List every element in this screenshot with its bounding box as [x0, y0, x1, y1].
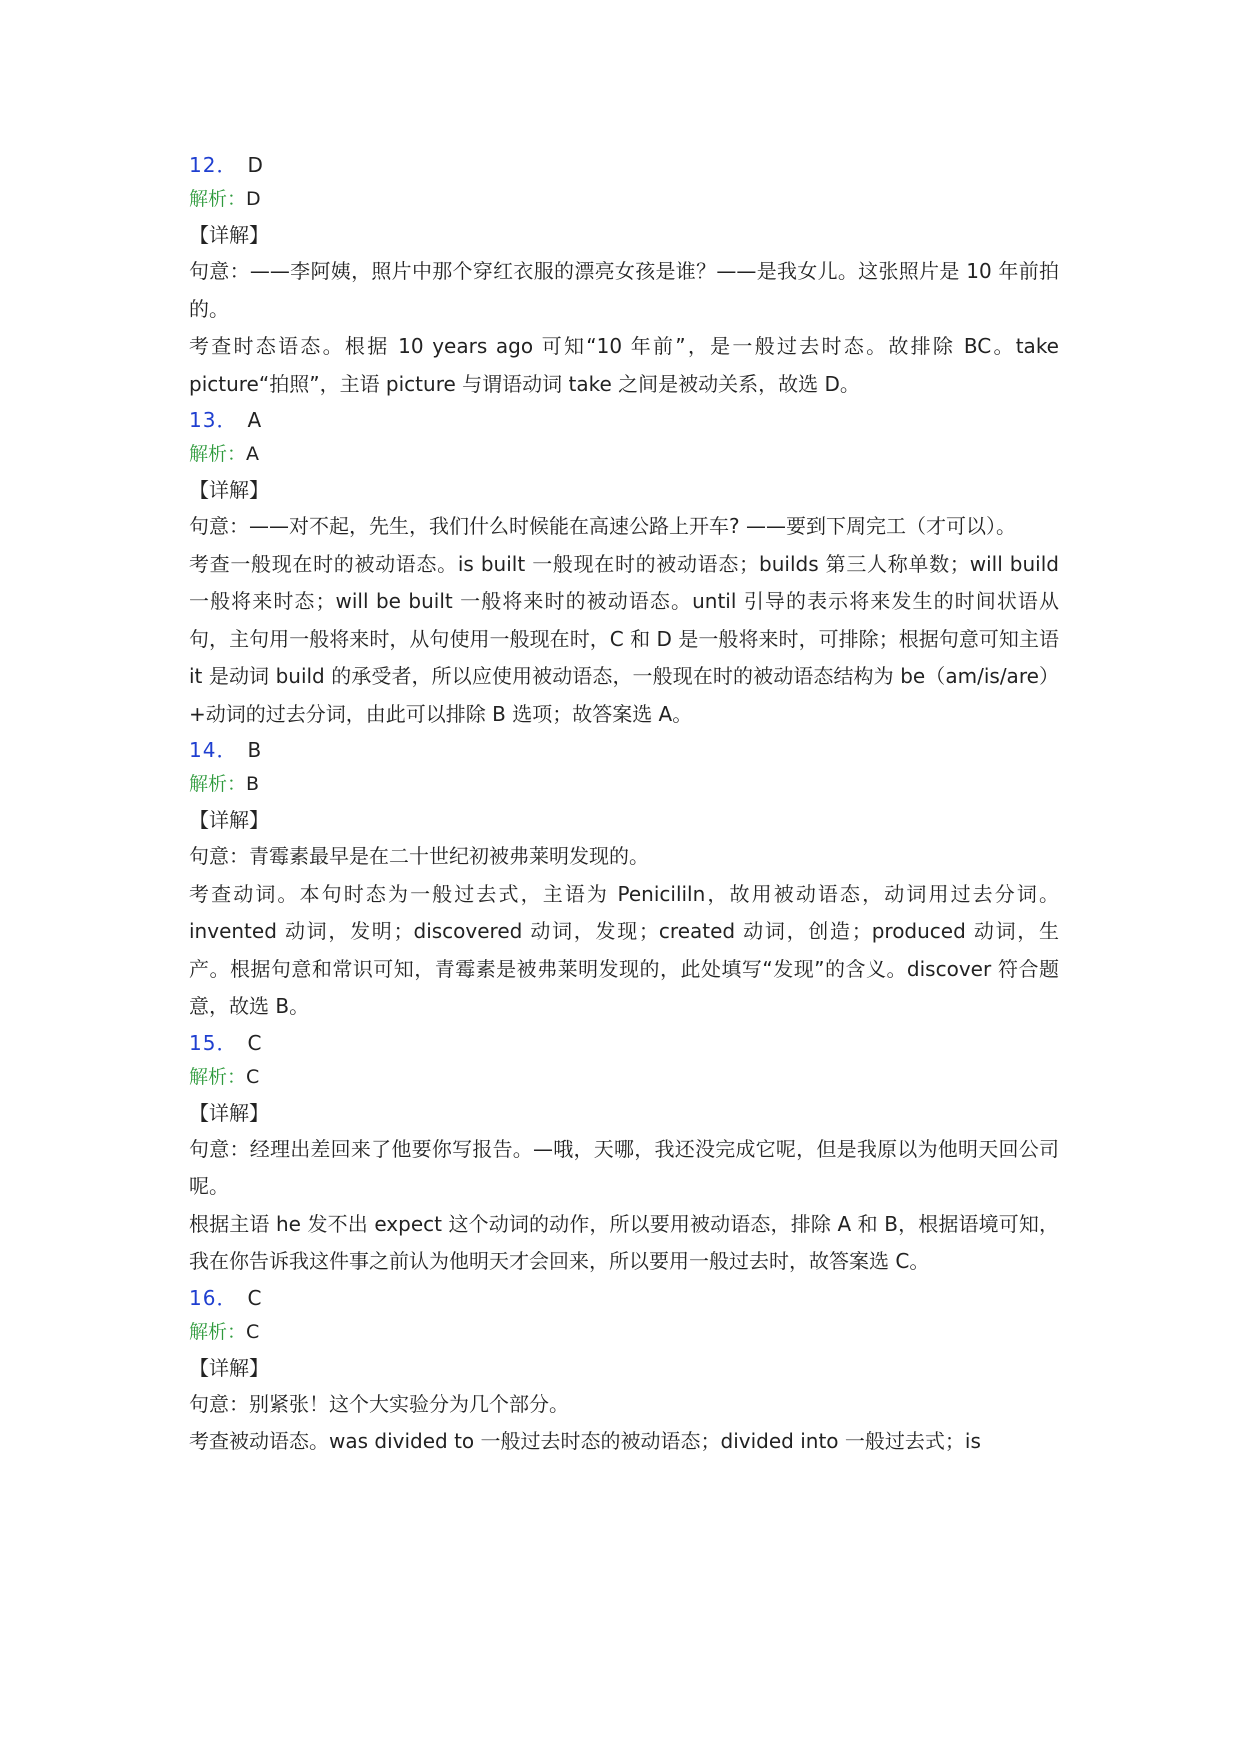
explanation: 考查时态语态。根据 10 years ago 可知“10 年前”，是一般过去时态。故排除 BC。take picture“拍照”，主语 picture 与谓语动词 take 之间是被动关系，故选 D。 — [189, 334, 1059, 396]
question-14 — [189, 733, 1059, 1026]
analysis-value: D — [246, 188, 261, 210]
analysis-value: A — [246, 443, 260, 465]
question-16 — [189, 1281, 1059, 1461]
analysis-value: C — [246, 1320, 260, 1343]
question-answer: B — [247, 738, 263, 762]
detail-heading: 【详解】 — [189, 1100, 269, 1125]
question-12 — [189, 148, 1059, 403]
analysis-line — [189, 182, 1059, 217]
analysis-line — [189, 767, 1059, 802]
sentence-meaning: 句意：——对不起，先生，我们什么时候能在高速公路上开车? ——要到下周完工（才可以）。 — [189, 514, 1016, 538]
analysis-value: C — [246, 1065, 260, 1088]
question-answer: C — [247, 1285, 263, 1310]
explanation: 考查一般现在时的被动语态。is built 一般现在时的被动语态；builds 第三人称单数；will build 一般将来时态；will be built 一般将来时的被动语态。until 引导的表示将来发生的时间状语从句，主句用一般将来时，从句使用一般现在时，C 和 D 是一般将来时，可排除；根据句意可知主语 it 是动词 build 的承受者，所以应使用被动语态，一般现在时的被动语态结构为 be（am/is/are）+动词的过去分词，由此可以排除 B 选项；故答案选 A。 — [189, 551, 1059, 726]
question-number: 14． B — [189, 738, 263, 762]
question-answer: C — [247, 1030, 263, 1055]
sentence-meaning: 句意：——李阿姨，照片中那个穿红衣服的漂亮女孩是谁？——是我女儿。这张照片是 10 年前拍的。 — [189, 259, 1059, 321]
analysis-line — [189, 1315, 1059, 1350]
question-13 — [189, 403, 1059, 733]
question-number: 16． C — [189, 1285, 263, 1310]
analysis-line — [189, 437, 1059, 472]
explanation: 根据主语 he 发不出 expect 这个动词的动作，所以要用被动语态，排除 A 和 B，根据语境可知，我在你告诉我这件事之前认为他明天才会回来，所以要用一般过去时，故答案选 C。 — [189, 1211, 1059, 1273]
detail-heading: 【详解】 — [189, 478, 269, 502]
analysis-label: 解析： — [189, 443, 247, 465]
explanation: 考查动词。本句时态为一般过去式，主语为 Penicililn，故用被动语态，动词用过去分词。invented 动词，发明；discovered 动词，发现；created 动词，创造；produced 动词，生产。根据句意和常识可知，青霉素是被弗莱明发现的，此处填写“发现”的含义。discover 符合题意，故选 B。 — [189, 881, 1059, 1018]
question-number: 15． C — [189, 1030, 263, 1055]
sentence-meaning: 句意：经理出差回来了他要你写报告。—哦，天哪，我还没完成它呢，但是我原以为他明天回公司呢。 — [189, 1136, 1059, 1198]
question-answer: D — [247, 153, 264, 177]
question-number: 13． A — [189, 408, 263, 432]
detail-heading: 【详解】 — [189, 223, 269, 247]
analysis-label: 解析： — [189, 1320, 247, 1343]
explanation: 考查被动语态。was divided to 一般过去时态的被动语态；divided into 一般过去式；is — [189, 1429, 981, 1453]
analysis-label: 解析： — [189, 188, 247, 210]
sentence-meaning: 句意：青霉素最早是在二十世纪初被弗莱明发现的。 — [189, 844, 649, 868]
analysis-label: 解析： — [189, 1065, 247, 1088]
answer-page — [189, 148, 1059, 1461]
detail-heading: 【详解】 — [189, 1355, 269, 1380]
question-answer: A — [247, 408, 263, 432]
detail-heading: 【详解】 — [189, 808, 269, 832]
analysis-value: B — [246, 773, 260, 795]
question-15 — [189, 1026, 1059, 1281]
question-number: 12． D — [189, 153, 264, 177]
analysis-label: 解析： — [189, 773, 247, 795]
sentence-meaning: 句意：别紧张！这个大实验分为几个部分。 — [189, 1391, 569, 1416]
analysis-line — [189, 1060, 1059, 1095]
